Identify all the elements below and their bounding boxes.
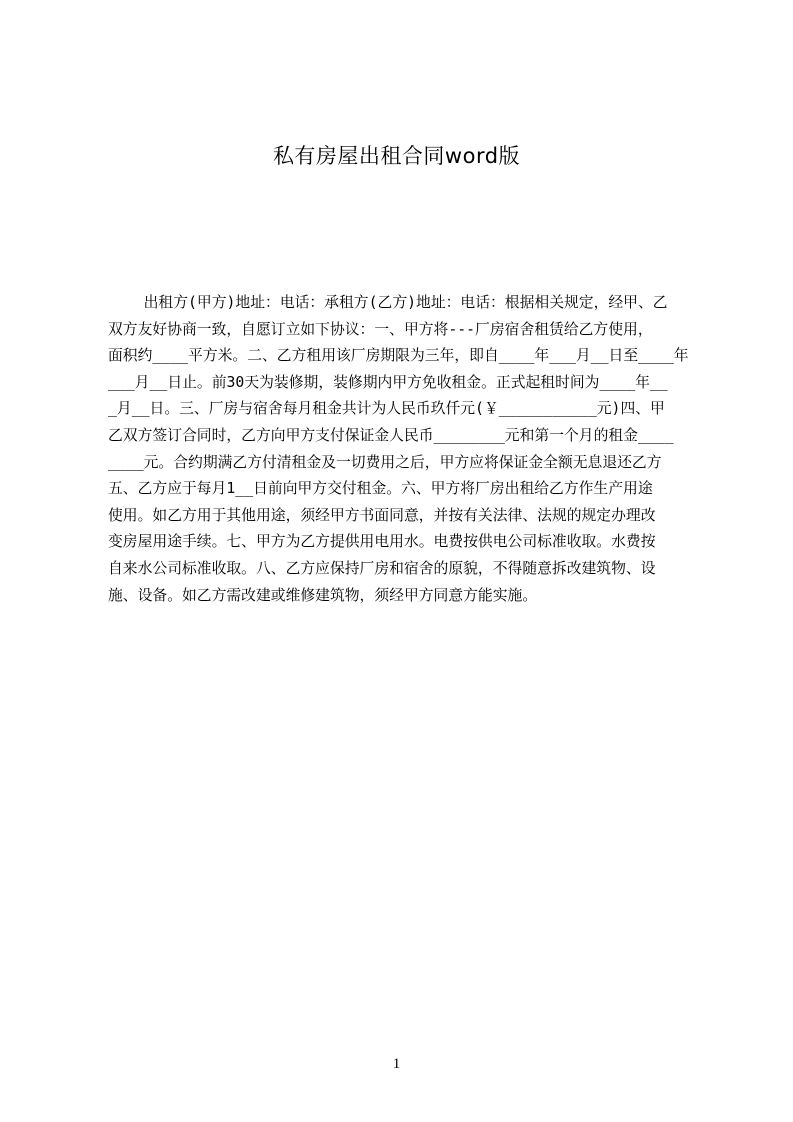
body-line: 双方友好协商一致，自愿订立如下协议：一、甲方将---厂房宿舍租赁给乙方使用， [108,320,653,338]
contract-body [108,290,698,609]
body-line: 乙双方签订合同时，乙方向甲方支付保证金人民币________元和第一个月的租金____ [108,426,674,444]
body-line: ____元。合约期满乙方付清租金及一切费用之后，甲方应将保证金全额无息退还乙方 [108,453,662,471]
body-line: 自来水公司标准收取。八、乙方应保持厂房和宿舍的原貌，不得随意拆改建筑物、设 [108,559,656,577]
body-line: ___月__日止。前30天为装修期，装修期内甲方免收租金。正式起租时间为____年__ [108,373,668,391]
body-line: 使用。如乙方用于其他用途，须经甲方书面同意，并按有关法律、法规的规定办理改 [108,506,656,524]
body-line: 五、乙方应于每月1__日前向甲方交付租金。六、甲方将厂房出租给乙方作生产用途 [108,480,653,498]
body-line: 出租方(甲方)地址：电话：承租方(乙方)地址：电话：根据相关规定，经甲、乙 [108,294,668,311]
body-line: 变房屋用途手续。七、甲方为乙方提供用电用水。电费按供电公司标准收取。水费按 [108,533,656,551]
body-line: 面积约____平方米。二、乙方租用该厂房期限为三年，即自____年___月__日至____年 [108,347,689,365]
document-title: 私有房屋出租合同word版 [272,144,521,168]
body-line: _月__日。三、厂房与宿舍每月租金共计为人民币玖仟元(￥___________元)四、甲 [108,400,665,418]
page-number: 1 [392,1056,401,1072]
body-line: 施、设备。如乙方需改建或维修建筑物，须经甲方同意方能实施。 [108,586,538,604]
